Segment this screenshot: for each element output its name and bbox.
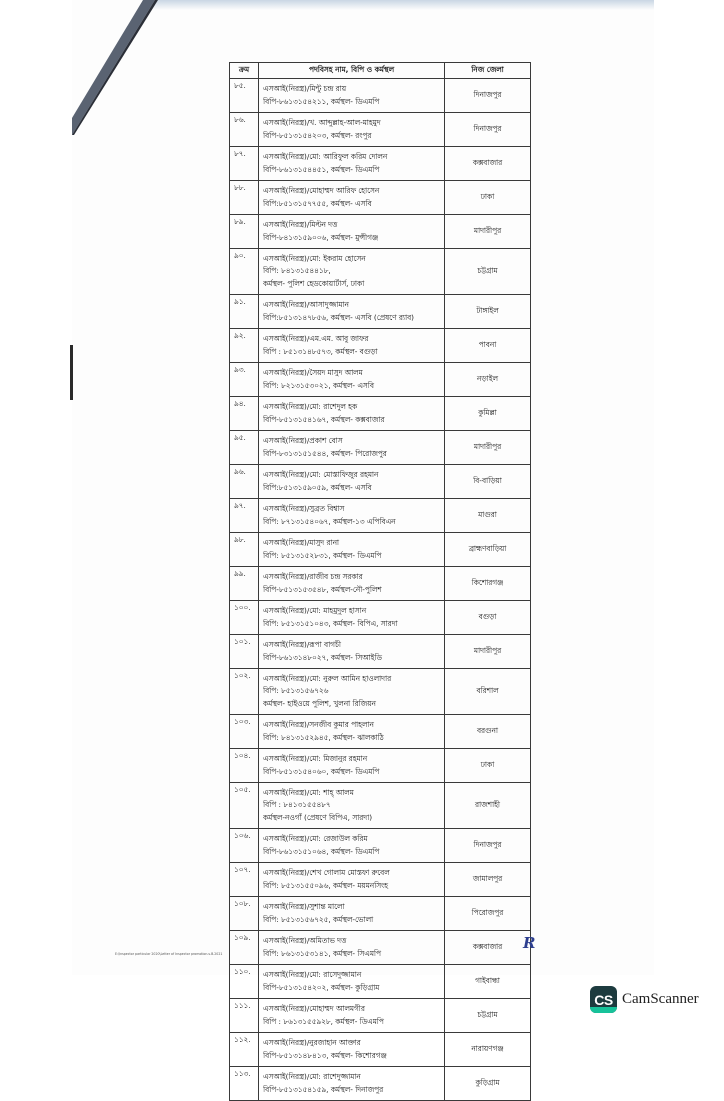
- officer-info-cell: [259, 533, 445, 567]
- home-district-cell: কুমিল্লা: [445, 397, 531, 431]
- table-row: [230, 329, 531, 363]
- officer-name: এসআই(নিরস্ত্র)/আসাদুজ্জামান: [263, 299, 349, 309]
- home-district-cell: নড়াইল: [445, 363, 531, 397]
- officer-bp-workplace: বিপি: ৮৫১৩১৫৬৭২৬: [263, 686, 329, 696]
- table-row: [230, 113, 531, 147]
- table-row: [230, 397, 531, 431]
- serial-cell: ১০৩.: [230, 715, 259, 749]
- table-row: [230, 783, 531, 829]
- table-row: [230, 669, 531, 715]
- serial-cell: ৯৫.: [230, 431, 259, 465]
- officer-bp-workplace: বিপি-৮৬১৩১৫৪২১১, কর্মস্থল- ডিএমপি: [263, 96, 380, 106]
- serial-cell: ১০৫.: [230, 783, 259, 829]
- officer-bp-workplace: কর্মস্থল- পুলিশ হেডকোয়ার্টার্স, ঢাকা: [263, 278, 365, 288]
- home-district-cell: নারায়ণগঞ্জ: [445, 1033, 531, 1067]
- officer-bp-workplace: বিপি: ৮৪১৩১৫৪৪১৮,: [263, 266, 331, 276]
- home-district-cell: কক্সবাজার: [445, 147, 531, 181]
- table-row: [230, 533, 531, 567]
- home-district-cell: মাদারীপুর: [445, 431, 531, 465]
- officer-name: এসআই(নিরস্ত্র)/নুরজাহান আক্তার: [263, 1037, 361, 1047]
- officer-bp-workplace: বিপি-৮৫১৩১৫৩৫৪৮, কর্মস্থল-নৌ-পুলিশ: [263, 584, 382, 594]
- officer-name: এসআই(নিরস্ত্র)/মো: রেজাউল করিম: [263, 833, 368, 843]
- officer-info-cell: [259, 669, 445, 715]
- officer-name: এসআই(নিরস্ত্র)/মো: রাসেদুজ্জামান: [263, 969, 362, 979]
- officer-info-cell: [259, 465, 445, 499]
- officer-name: এসআই(নিরস্ত্র)/মো: ইকরাম হোসেন: [263, 253, 366, 263]
- officer-name: এসআই(নিরস্ত্র)/এম.এম. আবু জাফর: [263, 333, 369, 343]
- table-row: [230, 999, 531, 1033]
- officer-name: এসআই(নিরস্ত্র)/খ. আব্দুল্লাহ-আল-মাহমুদ: [263, 117, 381, 127]
- page-top-shadow: [150, 0, 654, 10]
- serial-cell: ৮৬.: [230, 113, 259, 147]
- officer-bp-workplace: বিপি-৮৬১৩১৫৪৪৫১, কর্মস্থল- ডিএমপি: [263, 164, 380, 174]
- officer-info-cell: [259, 79, 445, 113]
- camscanner-watermark: [590, 986, 699, 1013]
- officer-info-cell: [259, 113, 445, 147]
- officer-info-cell: [259, 715, 445, 749]
- officer-name: এসআই(নিরস্ত্র)/মো: আরিফুল করিম দোলন: [263, 151, 388, 161]
- home-district-cell: মাগুরা: [445, 499, 531, 533]
- header-name-bp-workplace: পদবিসহ নাম, বিপি ও কর্মস্থল: [259, 63, 445, 79]
- officer-bp-workplace: বিপি : ৮৬১৩১৫৫৯২৮, কর্মস্থল- ডিএমপি: [263, 1016, 384, 1026]
- home-district-cell: বরগুনা: [445, 715, 531, 749]
- camscanner-name: CamScanner: [622, 991, 699, 1007]
- officer-info-cell: [259, 397, 445, 431]
- table-row: [230, 897, 531, 931]
- officer-name: এসআই(নিরস্ত্র)/মো: মাহমুদুল হাসান: [263, 605, 367, 615]
- officer-info-cell: [259, 1033, 445, 1067]
- home-district-cell: পিরোজপুর: [445, 897, 531, 931]
- officer-name: এসআই(নিরস্ত্র)/মো: শাহ্ আলম: [263, 787, 354, 797]
- home-district-cell: কিশোরগঞ্জ: [445, 567, 531, 601]
- officer-info-cell: [259, 1067, 445, 1101]
- table-row: [230, 431, 531, 465]
- table-row: [230, 601, 531, 635]
- officer-bp-workplace: কর্মস্থল-নওগাঁ (প্রেষণে বিপিএ, সারদা): [263, 812, 373, 822]
- officer-bp-workplace: বিপি-৮৫১৩১৫৪১৫৯, কর্মস্থল- দিনাজপুর: [263, 1084, 384, 1094]
- table-row: [230, 363, 531, 397]
- officer-bp-workplace: বিপি-৮৩১৩১৫১৫৪৪, কর্মস্থল- পিরোজপুর: [263, 448, 387, 458]
- header-serial: ক্রম: [230, 63, 259, 79]
- officer-name: এসআই(নিরস্ত্র)/মো: রাশেদুজ্জামান: [263, 1071, 361, 1081]
- officer-info-cell: [259, 863, 445, 897]
- officer-info-cell: [259, 897, 445, 931]
- home-district-cell: ঢাকা: [445, 181, 531, 215]
- officer-info-cell: [259, 783, 445, 829]
- table-row: [230, 1067, 531, 1101]
- officer-name: এসআই(নিরস্ত্র)/সুশান্ত মালো: [263, 901, 345, 911]
- officer-info-cell: [259, 147, 445, 181]
- table-header-row: [230, 63, 531, 79]
- table-row: [230, 749, 531, 783]
- officer-info-cell: [259, 329, 445, 363]
- home-district-cell: পাবনা: [445, 329, 531, 363]
- officer-info-cell: [259, 215, 445, 249]
- page-fold-edge: [70, 0, 160, 140]
- officer-bp-workplace: বিপি-৮৬১৩১৫১০৬৪, কর্মস্থল- ডিএমপি: [263, 846, 380, 856]
- table-row: [230, 215, 531, 249]
- serial-cell: ১১১.: [230, 999, 259, 1033]
- serial-cell: ১১২.: [230, 1033, 259, 1067]
- officer-info-cell: [259, 601, 445, 635]
- officer-bp-workplace: বিপি-৮৪১৩১৫৯০০৬, কর্মস্থল- মুন্সীগঞ্জ: [263, 232, 379, 242]
- serial-cell: ১০১.: [230, 635, 259, 669]
- serial-cell: ৮৯.: [230, 215, 259, 249]
- officer-name: এসআই(নিরস্ত্র)/মোহাম্মদ আলমগীর: [263, 1003, 365, 1013]
- officer-bp-workplace: বিপি-৮৫১৩১৫৪২০৩, কর্মস্থল- রংপুর: [263, 130, 372, 140]
- serial-cell: ১০৪.: [230, 749, 259, 783]
- officer-bp-workplace: বিপি: ৮৪১৩১৫২৯৪৫, কর্মস্থল- ঝালকাঠি: [263, 732, 384, 742]
- home-district-cell: বি-বাড়িয়া: [445, 465, 531, 499]
- serial-cell: ১১৩.: [230, 1067, 259, 1101]
- officer-bp-workplace: বিপি: ৮৫১৩১৫২৮৩১, কর্মস্থল- ডিএমপি: [263, 550, 382, 560]
- officer-bp-workplace: বিপি-৮৫১৩১৫৪০৬০, কর্মস্থল- ডিএমপি: [263, 766, 380, 776]
- table-row: [230, 147, 531, 181]
- table-row: [230, 465, 531, 499]
- home-district-cell: মাদারীপুর: [445, 635, 531, 669]
- officer-bp-workplace: বিপি : ৮৫১৩১৪৮৫৭৩, কর্মস্থল- বগুড়া: [263, 346, 378, 356]
- home-district-cell: বগুড়া: [445, 601, 531, 635]
- serial-cell: ৮৭.: [230, 147, 259, 181]
- signature-initial: R: [523, 934, 536, 952]
- officer-bp-workplace: বিপি-৮৫১৩১৫৪২০২, কর্মস্থল- কুড়িগ্রাম: [263, 982, 380, 992]
- home-district-cell: কুড়িগ্রাম: [445, 1067, 531, 1101]
- officer-info-cell: [259, 749, 445, 783]
- officer-name: এসআই(নিরস্ত্র)/মো: মিজানুর রহমান: [263, 753, 368, 763]
- officer-bp-workplace: কর্মস্থল- হাইওয়ে পুলিশ, খুলনা রিজিয়ন: [263, 698, 376, 708]
- serial-cell: ৮৮.: [230, 181, 259, 215]
- serial-cell: ১১০.: [230, 965, 259, 999]
- header-home-district: নিজ জেলা: [445, 63, 531, 79]
- serial-cell: ৮৫.: [230, 79, 259, 113]
- officer-info-cell: [259, 635, 445, 669]
- officer-name: এসআই(নিরস্ত্র)/সুব্রত বিশ্বাস: [263, 503, 345, 513]
- table-row: [230, 79, 531, 113]
- home-district-cell: বরিশাল: [445, 669, 531, 715]
- officer-info-cell: [259, 999, 445, 1033]
- home-district-cell: টাঙ্গাইল: [445, 295, 531, 329]
- officer-bp-workplace: বিপি-৮৫১৩১৫৪১৬৭, কর্মস্থল- কক্সবাজার: [263, 414, 385, 424]
- home-district-cell: জামালপুর: [445, 863, 531, 897]
- home-district-cell: চট্টগ্রাম: [445, 999, 531, 1033]
- officer-info-cell: [259, 499, 445, 533]
- serial-cell: ১০৮.: [230, 897, 259, 931]
- serial-cell: ৯২.: [230, 329, 259, 363]
- serial-cell: ৯৯.: [230, 567, 259, 601]
- officer-info-cell: [259, 181, 445, 215]
- officer-name: এসআই(নিরস্ত্র)/মোহাম্মদ আরিফ হোসেন: [263, 185, 380, 195]
- officer-info-cell: [259, 965, 445, 999]
- officer-info-cell: [259, 295, 445, 329]
- officer-bp-workplace: বিপি: ৮৬১৩১৫৩১৪১, কর্মস্থল- সিএমপি: [263, 948, 381, 958]
- home-district-cell: দিনাজপুর: [445, 113, 531, 147]
- table-row: [230, 965, 531, 999]
- camscanner-logo-icon: [590, 986, 617, 1013]
- officer-info-cell: [259, 567, 445, 601]
- officer-info-cell: [259, 931, 445, 965]
- home-district-cell: ঢাকা: [445, 749, 531, 783]
- table-row: [230, 295, 531, 329]
- officer-bp-workplace: বিপি: ৮৫১৩১৫৬৭২৫, কর্মস্থল-ভোলা: [263, 914, 374, 924]
- officer-info-cell: [259, 431, 445, 465]
- table-row: [230, 931, 531, 965]
- officer-bp-workplace: বিপি: ৮৭১৩১৫৪০৬৭, কর্মস্থল-১৩ এপিবিএন: [263, 516, 396, 526]
- logo-accent-stripe: [590, 1007, 617, 1013]
- home-district-cell: রাজশাহী: [445, 783, 531, 829]
- serial-cell: ৯১.: [230, 295, 259, 329]
- serial-cell: ৯৬.: [230, 465, 259, 499]
- home-district-cell: গাইবান্ধা: [445, 965, 531, 999]
- serial-cell: ১০৯.: [230, 931, 259, 965]
- table-row: [230, 829, 531, 863]
- officer-name: এসআই(নিরস্ত্র)/রূপা বাগচী: [263, 639, 341, 649]
- officer-bp-workplace: বিপি:৮৫১৩১৫৯০৫৯, কর্মস্থল- এসবি: [263, 482, 372, 492]
- promotion-table: [229, 62, 531, 1101]
- officer-bp-workplace: বিপি:৮৫১৩১৪৭৮৫৬, কর্মস্থল- এসবি (প্রেষণে র‍্যাব): [263, 312, 414, 322]
- officer-name: এসআই(নিরস্ত্র)/মিন্টু চন্দ্র রায়: [263, 83, 347, 93]
- serial-cell: ১০৭.: [230, 863, 259, 897]
- serial-cell: ৯৭.: [230, 499, 259, 533]
- table-row: [230, 863, 531, 897]
- home-district-cell: কক্সবাজার: [445, 931, 531, 965]
- table-row: [230, 635, 531, 669]
- table-row: [230, 499, 531, 533]
- officer-name: এসআই(নিরস্ত্র)/মাসুদ রানা: [263, 537, 340, 547]
- serial-cell: ১০০.: [230, 601, 259, 635]
- officer-bp-workplace: বিপি-৮৬১৩১৪৮০২৭, কর্মস্থল- সিআইডি: [263, 652, 382, 662]
- officer-name: এসআই(নিরস্ত্র)/মো: নুরুল আমিন হাওলাদার: [263, 673, 392, 683]
- officer-name: এসআই(নিরস্ত্র)/অমিতাভ দত্ত: [263, 935, 347, 945]
- officer-bp-workplace: বিপি: ৮৫১৩১৫১০৪৩, কর্মস্থল- বিপিএ, সারদা: [263, 618, 398, 628]
- serial-cell: ৯০.: [230, 249, 259, 295]
- table-row: [230, 715, 531, 749]
- officer-name: এসআই(নিরস্ত্র)/শেখ গোলাম মোস্তফা রুবেল: [263, 867, 390, 877]
- officer-info-cell: [259, 249, 445, 295]
- table-row: [230, 249, 531, 295]
- table-row: [230, 1033, 531, 1067]
- serial-cell: ৯৩.: [230, 363, 259, 397]
- table-row: [230, 181, 531, 215]
- officer-info-cell: [259, 363, 445, 397]
- logo-text: CS: [594, 991, 613, 1008]
- officer-name: এসআই(নিরস্ত্র)/প্রকাশ বোস: [263, 435, 343, 445]
- home-district-cell: দিনাজপুর: [445, 79, 531, 113]
- officer-bp-workplace: বিপি:৮৫১৩১৫৭৭৫৫, কর্মস্থল- এসবি: [263, 198, 372, 208]
- home-district-cell: চট্টগ্রাম: [445, 249, 531, 295]
- officer-name: এসআই(নিরস্ত্র)/সৈয়দ মাসুদ আলম: [263, 367, 363, 377]
- scan-edge-mark: [70, 345, 73, 400]
- officer-bp-workplace: বিপি : ৮৪১৩১৫৫৪৮৭: [263, 800, 331, 810]
- table-body: [230, 79, 531, 1101]
- serial-cell: ১০৬.: [230, 829, 259, 863]
- officer-bp-workplace: বিপি: ৮২১৩১৫৩০২১, কর্মস্থল- এসবি: [263, 380, 374, 390]
- officer-name: এসআই(নিরস্ত্র)/মিল্টন দত্ত: [263, 219, 338, 229]
- table-row: [230, 567, 531, 601]
- footer-file-path: E:\Inspector particular 2020\Letter of Inspector promotion.s.B.2021: [115, 952, 223, 956]
- officer-bp-workplace: বিপি: ৮৫১৩১৫৫০৯৬, কর্মস্থল- ময়মনসিংহ: [263, 880, 388, 890]
- home-district-cell: ব্রাহ্মণবাড়িয়া: [445, 533, 531, 567]
- officer-name: এসআই(নিরস্ত্র)/সনজীব কুমার পাহলান: [263, 719, 374, 729]
- officer-name: এসআই(নিরস্ত্র)/মো: রাশেদুল হক: [263, 401, 358, 411]
- officer-name: এসআই(নিরস্ত্র)/রাজীব চন্দ্র সরকার: [263, 571, 363, 581]
- officer-bp-workplace: বিপি-৮৫১৩১৪৮৪১৩, কর্মস্থল- কিশোরগঞ্জ: [263, 1050, 387, 1060]
- officer-info-cell: [259, 829, 445, 863]
- serial-cell: ৯৮.: [230, 533, 259, 567]
- serial-cell: ১০২.: [230, 669, 259, 715]
- officer-name: এসআই(নিরস্ত্র)/মো: মোস্তাফিজুর রহমান: [263, 469, 379, 479]
- home-district-cell: দিনাজপুর: [445, 829, 531, 863]
- home-district-cell: মাদারীপুর: [445, 215, 531, 249]
- serial-cell: ৯৪.: [230, 397, 259, 431]
